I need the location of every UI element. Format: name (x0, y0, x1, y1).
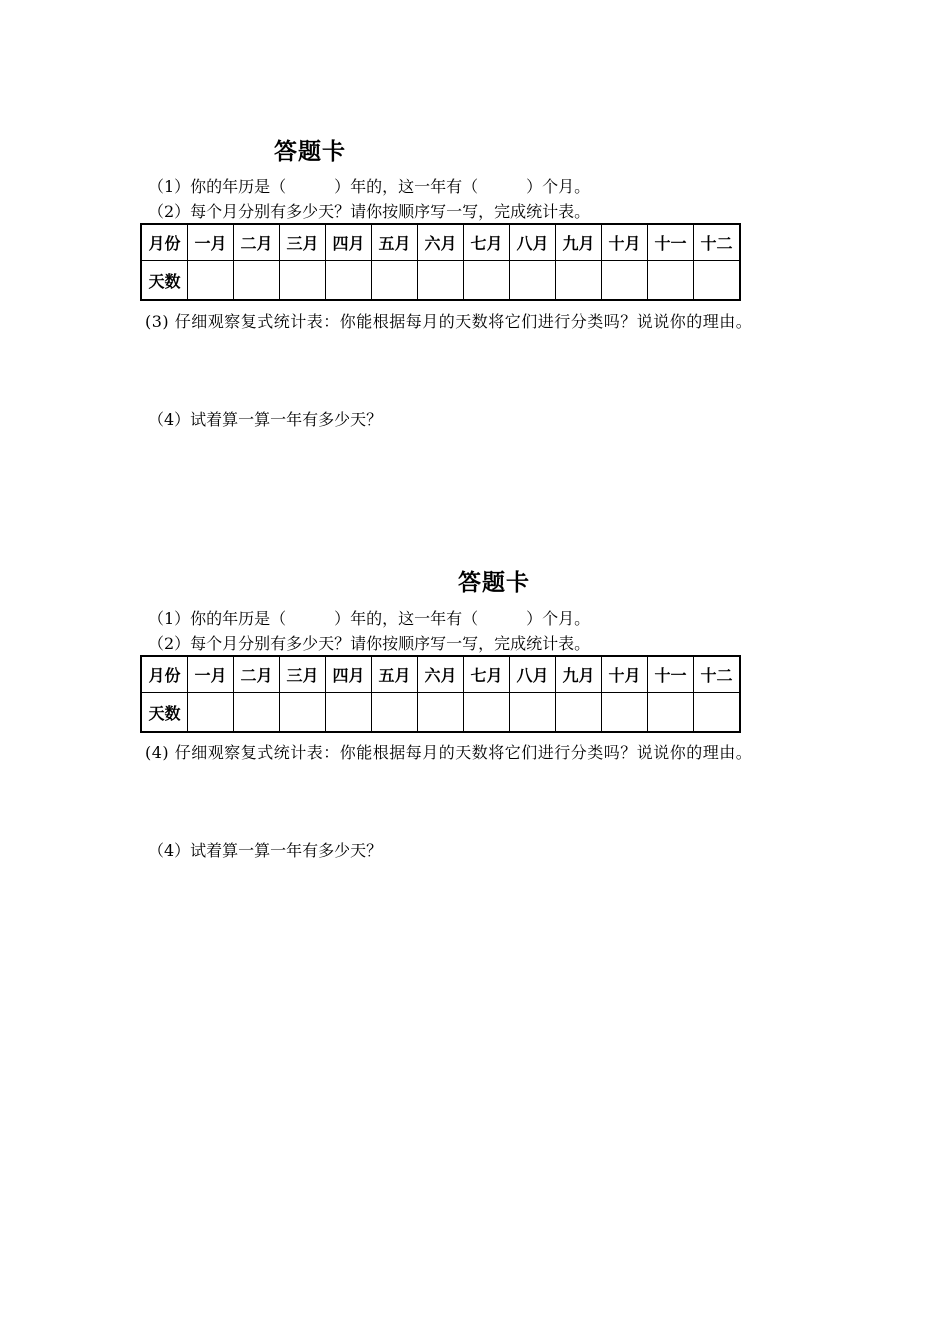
days-input-cell[interactable] (510, 693, 556, 733)
month-days-table (140, 655, 741, 733)
question-2: （2）每个月分别有多少天？请你按顺序写一写，完成统计表。 (148, 634, 591, 653)
month-header-cell: 十一 (648, 656, 694, 693)
month-header-cell: 六月 (418, 656, 464, 693)
table-days-row (141, 693, 740, 733)
question-4: （4）试着算一算一年有多少天？ (148, 410, 383, 429)
month-header-cell: 四月 (326, 656, 372, 693)
month-header-cell: 十月 (602, 224, 648, 261)
days-input-cell[interactable] (648, 693, 694, 733)
days-input-cell[interactable] (556, 261, 602, 301)
question-3: (4) 仔细观察复式统计表：你能根据每月的天数将它们进行分类吗？说说你的理由。 (145, 743, 753, 762)
days-input-cell[interactable] (188, 693, 234, 733)
days-input-cell[interactable] (188, 261, 234, 301)
table-header-row (141, 224, 740, 261)
month-header-cell: 七月 (464, 224, 510, 261)
month-header-cell: 十月 (602, 656, 648, 693)
days-input-cell[interactable] (280, 261, 326, 301)
days-input-cell[interactable] (234, 261, 280, 301)
card-title: 答题卡 (458, 570, 530, 596)
month-header-cell: 三月 (280, 656, 326, 693)
question-1: （1）你的年历是（ ）年的，这一年有（ ）个月。 (148, 177, 591, 196)
days-input-cell[interactable] (326, 261, 372, 301)
header-label-cell: 月份 (141, 656, 188, 693)
question-4: （4）试着算一算一年有多少天？ (148, 841, 383, 860)
days-input-cell[interactable] (602, 261, 648, 301)
row-label-cell: 天数 (141, 693, 188, 733)
days-input-cell[interactable] (418, 693, 464, 733)
month-header-cell: 六月 (418, 224, 464, 261)
days-input-cell[interactable] (510, 261, 556, 301)
month-header-cell: 十一 (648, 224, 694, 261)
month-header-cell: 九月 (556, 656, 602, 693)
days-input-cell[interactable] (464, 693, 510, 733)
days-input-cell[interactable] (372, 693, 418, 733)
question-1: （1）你的年历是（ ）年的，这一年有（ ）个月。 (148, 609, 591, 628)
month-header-cell: 二月 (234, 656, 280, 693)
days-input-cell[interactable] (418, 261, 464, 301)
days-input-cell[interactable] (234, 693, 280, 733)
month-header-cell: 二月 (234, 224, 280, 261)
month-header-cell: 三月 (280, 224, 326, 261)
days-input-cell[interactable] (280, 693, 326, 733)
days-input-cell[interactable] (694, 261, 741, 301)
days-input-cell[interactable] (326, 693, 372, 733)
month-header-cell: 五月 (372, 656, 418, 693)
days-input-cell[interactable] (556, 693, 602, 733)
month-header-cell: 八月 (510, 656, 556, 693)
month-days-table (140, 223, 741, 301)
days-input-cell[interactable] (464, 261, 510, 301)
table-days-row (141, 261, 740, 301)
month-header-cell: 一月 (188, 224, 234, 261)
month-header-cell: 七月 (464, 656, 510, 693)
month-header-cell: 五月 (372, 224, 418, 261)
month-header-cell: 九月 (556, 224, 602, 261)
table-header-row (141, 656, 740, 693)
header-label-cell: 月份 (141, 224, 188, 261)
days-input-cell[interactable] (648, 261, 694, 301)
month-header-cell: 八月 (510, 224, 556, 261)
month-header-cell: 四月 (326, 224, 372, 261)
row-label-cell: 天数 (141, 261, 188, 301)
question-2: （2）每个月分别有多少天？请你按顺序写一写，完成统计表。 (148, 202, 591, 221)
month-header-cell: 一月 (188, 656, 234, 693)
days-input-cell[interactable] (694, 693, 741, 733)
days-input-cell[interactable] (372, 261, 418, 301)
card-title: 答题卡 (274, 139, 346, 165)
month-header-cell: 十二 (694, 224, 741, 261)
question-3: (3) 仔细观察复式统计表：你能根据每月的天数将它们进行分类吗？说说你的理由。 (145, 312, 753, 331)
days-input-cell[interactable] (602, 693, 648, 733)
month-header-cell: 十二 (694, 656, 741, 693)
